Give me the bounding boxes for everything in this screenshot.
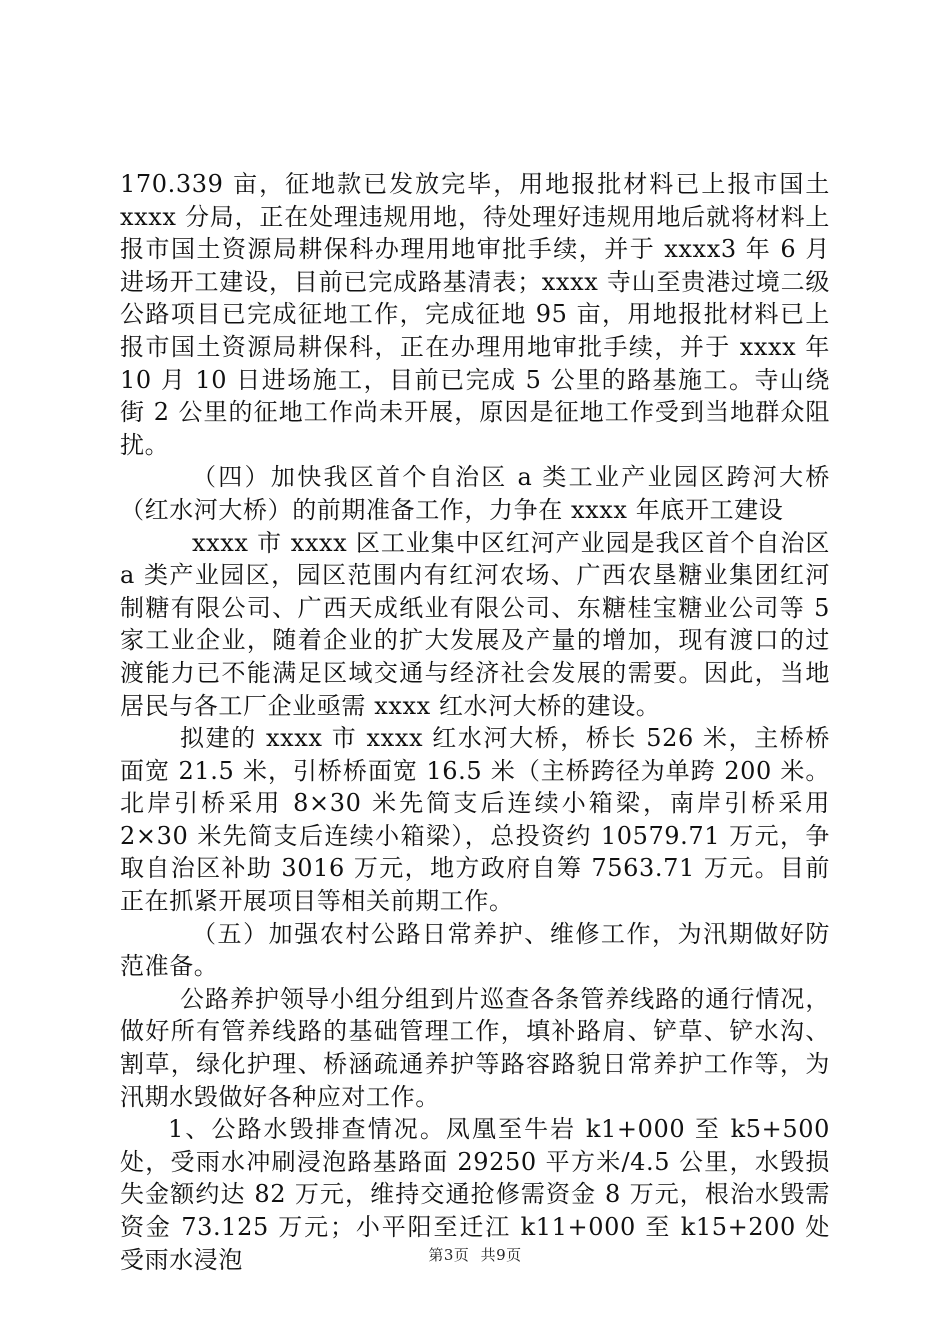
- paragraph-heading-five: （五）加强农村公路日常养护、维修工作，为汛期做好防范准备。: [120, 919, 830, 981]
- paragraph-flood-damage: 1、公路水毁排查情况。凤凰至牛岩 k1+000 至 k5+500 处，受雨水冲刷浸泡路基路面 29250 平方米/4.5 公里，水毁损失金额约达 82 万元，维持交通抢修需资金 8 万元，根治水毁需资金 73.125 万元；小平阳至迁江 k11+000 至 k15+200 处受雨水浸泡: [120, 1115, 830, 1274]
- page-number-total: 共9页: [480, 1246, 522, 1264]
- paragraph-road-maintenance: 公路养护领导小组分组到片巡查各条管养线路的通行情况，做好所有管养线路的基础管理工作，填补路肩、铲草、铲水沟、割草，绿化护理、桥涵疏通养护等路容路貌日常养护工作等，为汛期水毁做好各种应对工作。: [120, 984, 830, 1111]
- paragraph-land-acquisition: 170.339 亩，征地款已发放完毕，用地报批材料已上报市国土 xxxx 分局，正在处理违规用地，待处理好违规用地后就将材料上报市国土资源局耕保科办理用地审批手续，并于 xxxx3 年 6 月进场开工建设，目前已完成路基清表；xxxx 寺山至贵港过境二级公路项目已完成征地工作，完成征地 95 亩，用地报批材料已上报市国土资源局耕保科，正在办理用地审批手续，并于 xxxx 年 10 月 10 日进场施工，目前已完成 5 公里的路基施工。寺山绕街 2 公里的征地工作尚未开展，原因是征地工作受到当地群众阻扰。: [120, 170, 830, 459]
- document-body: [120, 168, 830, 1276]
- paragraph-bridge-plan: 拟建的 xxxx 市 xxxx 红水河大桥，桥长 526 米，主桥桥面宽 21.5 米，引桥桥面宽 16.5 米（主桥跨径为单跨 200 米。北岸引桥采用 8×30 米先简支后连续小箱梁，南岸引桥采用 2×30 米先简支后连续小箱梁），总投资约 10579.71 万元，争取自治区补助 3016 万元，地方政府自筹 7563.71 万元。目前正在抓紧开展项目等相关前期工作。: [120, 724, 830, 916]
- page-footer: [0, 1244, 950, 1265]
- paragraph-industrial-park: xxxx 市 xxxx 区工业集中区红河产业园是我区首个自治区 a 类产业园区，园区范围内有红河农场、广西农垦糖业集团红河制糖有限公司、广西天成纸业有限公司、东糖桂宝糖业公司等 5 家工业企业，随着企业的扩大发展及产量的增加，现有渡口的过渡能力已不能满足区域交通与经济社会发展的需要。因此，当地居民与各工厂企业亟需 xxxx 红水河大桥的建设。: [120, 528, 830, 720]
- paragraph-heading-four: （四）加快我区首个自治区 a 类工业产业园区跨河大桥（红水河大桥）的前期准备工作，力争在 xxxx 年底开工建设: [120, 463, 830, 524]
- page-number-current: 第3页: [428, 1246, 470, 1264]
